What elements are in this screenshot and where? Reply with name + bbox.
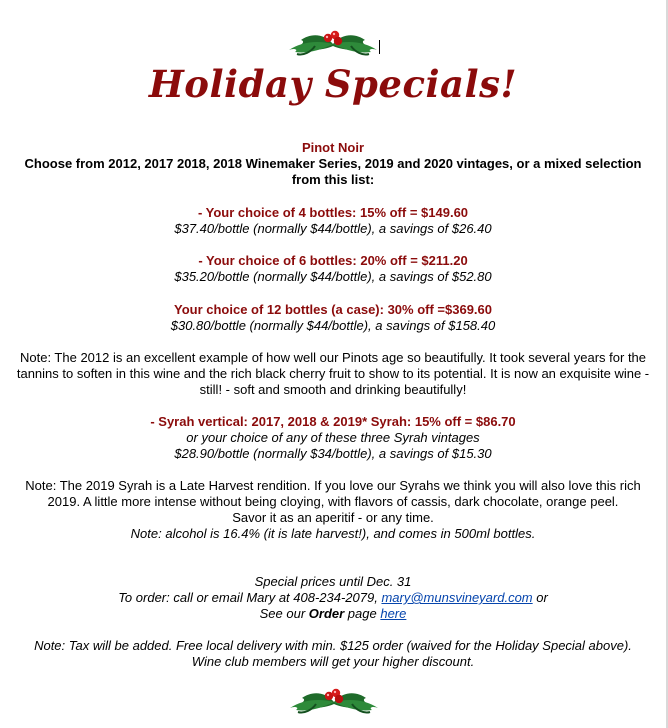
order-contact-suffix: or: [532, 590, 548, 605]
offer-12-detail: $30.80/bottle (normally $44/bottle), a savings of $158.40: [170, 318, 496, 333]
offer-4-detail: $37.40/bottle (normally $44/bottle), a savings of $26.40: [174, 221, 492, 236]
pinot-note-line-2: tannins to soften in this wine and the rich black cherry fruit to show to its potential. It is now an exquisite wine -: [16, 366, 650, 381]
footer-note-line-2: Wine club members will get your higher discount.: [191, 654, 475, 669]
syrah-note-line-3: Savor it as an aperitif - or any time.: [232, 510, 434, 525]
footer-note-line-1: Note: Tax will be added. Free local delivery with min. $125 order (waived for the Holiday Special above).: [34, 638, 632, 653]
holly-icon: [283, 24, 383, 58]
pinot-choose-line-1: Choose from 2012, 2017 2018, 2018 Winemaker Series, 2019 and 2020 vintages, or a mixed selection: [24, 156, 642, 171]
order-contact: [0, 590, 666, 606]
special-until: Special prices until Dec. 31: [254, 574, 412, 589]
see-mid: page: [344, 606, 381, 621]
pinot-note-line-1: Note: The 2012 is an excellent example of how well our Pinots age so beautifully. It took several years for the: [19, 350, 647, 365]
pinot-note-line-3: still! - soft and smooth and drinking beautifully!: [199, 382, 467, 397]
see-prefix: See our: [259, 606, 309, 621]
holly-icon: [284, 682, 384, 716]
order-here-link[interactable]: here: [380, 606, 407, 621]
page-title: Holiday Specials!: [148, 62, 518, 106]
email-link[interactable]: mary@munsvineyard.com: [381, 590, 533, 605]
offer-6-detail: $35.20/bottle (normally $44/bottle), a savings of $52.80: [174, 269, 492, 284]
syrah-note-line-1: Note: The 2019 Syrah is a Late Harvest rendition. If you love our Syrahs we think you will also love this rich: [25, 478, 641, 493]
syrah-note-alcohol: Note: alcohol is 16.4% (it is late harvest!), and comes in 500ml bottles.: [130, 526, 536, 541]
offer-6-headline: - Your choice of 6 bottles: 20% off = $211.20: [198, 253, 468, 268]
syrah-note-line-2: 2019. A little more intense without being cloying, with flavors of cassis, dark chocolate, orange peel.: [47, 494, 619, 509]
syrah-detail-1: or your choice of any of these three Syrah vintages: [186, 430, 480, 445]
syrah-detail-2: $28.90/bottle (normally $34/bottle), a savings of $15.30: [174, 446, 492, 461]
pinot-heading: Pinot Noir: [301, 140, 365, 155]
syrah-headline: - Syrah vertical: 2017, 2018 & 2019* Syrah: 15% off = $86.70: [150, 414, 516, 429]
offer-4-headline: - Your choice of 4 bottles: 15% off = $149.60: [197, 205, 469, 220]
offer-12-headline: Your choice of 12 bottles (a case): 30% off =$369.60: [173, 302, 493, 317]
pinot-choose-line-2: from this list:: [291, 172, 375, 187]
order-contact-prefix: To order: call or email Mary at 408-234-2079,: [118, 590, 382, 605]
order-page-line: [0, 606, 666, 622]
order-bold: Order: [308, 606, 345, 621]
